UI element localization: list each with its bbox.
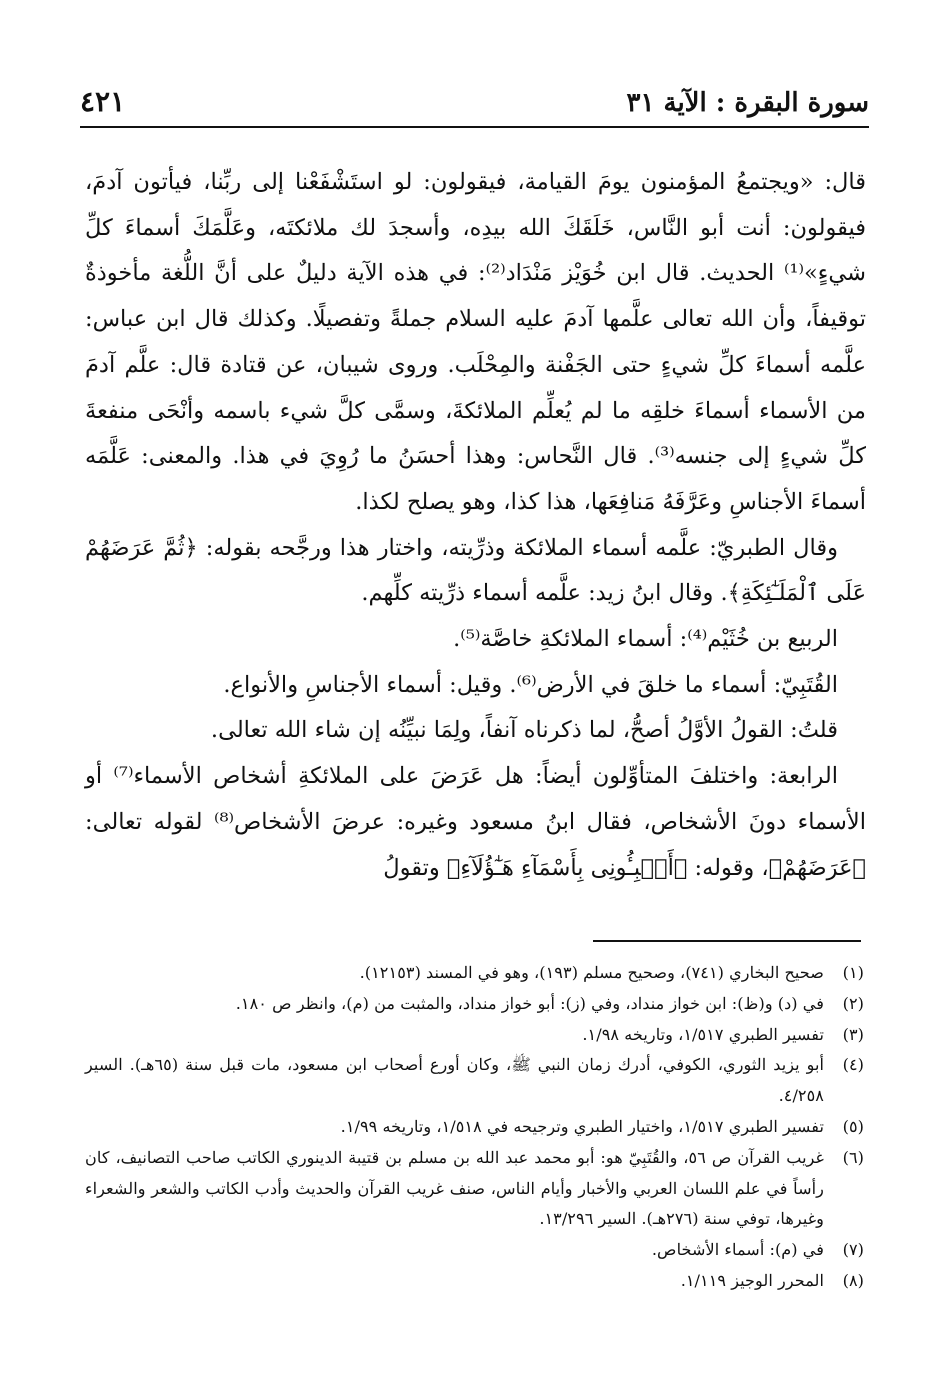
footnote (85, 989, 864, 1020)
footnote (85, 1112, 864, 1143)
paragraph: الربيع بن خُثَيْم⁽⁴⁾: أسماء الملائكةِ خاصَّة⁽⁵⁾. (453, 626, 838, 653)
paragraph: قال: «ويجتمعُ المؤمنون يومَ القيامة، فيقولون: لو استَشْفَعْنا إلى ربِّنا، فيأتون آدمَ، فيقولون: أنت أبو النَّاس، خَلَقَكَ الله بيدِه، وأسجدَ لك ملائكتَه، وعَلَّمَكَ أسماءَ كلِّ شيءٍ»⁽¹⁾ الحديث. قال ابن خُوَيْز مَنْدَاد⁽²⁾: في هذه الآية دليلٌ على أنَّ اللُّغة مأخوذةٌ توقيفاً، وأن الله تعالى علَّمها آدمَ عليه السلام جملةً وتفصيلًا. وكذلك قال ابن عباس: علَّمه أسماءَ كلِّ شيءٍ حتى الجَفْنة والمِحْلَب. وروى شيبان، عن قتادة قال: علَّم آدمَ من الأسماء أسماءَ خلقِه ما لم يُعلِّم الملائكةَ، وسمَّى كلَّ شيء باسمه وأنْحَى منفعةَ كلِّ شيءٍ إلى جنسه⁽³⁾. قال النَّحاس: وهذا أحسَنُ ما رُوِيَ في هذا. والمعنى: عَلَّمَه أسماءَ الأجناسِ وعَرَّفَهُ مَنافِعَها، هذا كذا، وهو يصلح لكذا. (85, 169, 866, 515)
footnote-number: (٣) (842, 1024, 864, 1044)
footnote (85, 1143, 864, 1235)
paragraph: قلتُ: القولُ الأوَّلُ أصحُّ، لما ذكرناه آنفاً، ولِمَا نبيِّنُه إن شاء الله تعالى. (210, 717, 838, 744)
footnote-number: (٨) (842, 1270, 864, 1290)
paragraph: وقال الطبريّ: علَّمه أسماء الملائكة وذرِّيته، واختار هذا ورجَّحه بقوله: ﴿ثُمَّ عَرَضَهُمْ عَلَى ٱلْمَلَـٰٓئِكَةِ﴾. وقال ابنُ زيد: علَّمه أسماء ذرِّيته كلِّهم. (85, 534, 866, 607)
footnote-text: تفسير الطبري ١/٥١٧، واختيار الطبري وترجيحه في ١/٥١٨، وتاريخه ١/٩٩. (340, 1116, 824, 1136)
footnote-text: المحرر الوجيز ١/١١٩. (680, 1270, 824, 1290)
footnote-text: في (د) و(ظ): ابن خواز منداد، وفي (ز): أبو خواز منداد، والمثبت من (م)، وانظر ص ١٨٠. (235, 993, 824, 1013)
running-header (80, 78, 869, 128)
footnote-text: غريب القرآن ص ٥٦، والقُتَبِيّ هو: أبو محمد عبد الله بن مسلم بن قتيبة الدينوري الكاتب صاحب التصانيف، كان رأساً في علم اللسان العربي والأخبار وأيام الناس، صنف غريب القرآن والحديث وأدب الكاتب والشعر والشعراء وغيرها، توفي سنة (٢٧٦هـ). السير ١٣/٢٩٦. (85, 1147, 824, 1229)
footnote-text: تفسير الطبري ١/٥١٧، وتاريخه ١/٩٨. (582, 1024, 824, 1044)
page-number: ٤٢١ (80, 85, 126, 118)
footnote (85, 1235, 864, 1266)
paragraph: الرابعة: واختلفَ المتأوِّلون أيضاً: هل عَرَضَ على الملائكةِ أشخاص الأسماء⁽⁷⁾ أو الأسماء دونَ الأشخاص، فقال ابنُ مسعود وغيره: عرضَ الأشخاص⁽⁸⁾ لقوله تعالى: ﴿عَرَضَهُمْ﴾، وقوله: ﴿أَنۢبِـُٔونِى بِأَسْمَآءِ هَـٰٓؤُلَآءِ﴾ وتقولُ (85, 763, 866, 881)
paragraph: القُتَبِيّ: أسماء ما خلقَ في الأرض⁽⁶⁾. وقيل: أسماء الأجناسِ والأنواع. (223, 671, 838, 698)
footnote-number: (٤) (842, 1055, 864, 1075)
footnotes (85, 958, 864, 1297)
footnote (85, 1266, 864, 1297)
footnote-text: صحيح البخاري (٧٤١)، وصحيح مسلم (١٩٣)، وهو في المسند (١٢١٥٣). (359, 963, 824, 982)
footnote-separator (593, 940, 861, 942)
surah-title: سورة البقرة : الآية ٣١ (626, 88, 869, 118)
footnote-number: (٧) (842, 1240, 864, 1260)
footnote-number: (٦) (842, 1147, 864, 1167)
footnote-number: (٢) (842, 993, 864, 1013)
footnote-number: (٥) (842, 1116, 864, 1136)
footnote (85, 1050, 864, 1112)
footnote-number: (١) (842, 963, 864, 982)
footnote-text: أبو يزيد الثوري، الكوفي، أدرك زمان النبي ﷺ، وكان أورع أصحاب ابن مسعود، مات قبل سنة (٦٥هـ). السير ٤/٢٥٨. (85, 1055, 825, 1106)
main-text (85, 160, 866, 891)
footnote (85, 958, 864, 989)
footnote (85, 1020, 864, 1051)
footnote-text: في (م): أسماء الأشخاص. (651, 1240, 824, 1260)
